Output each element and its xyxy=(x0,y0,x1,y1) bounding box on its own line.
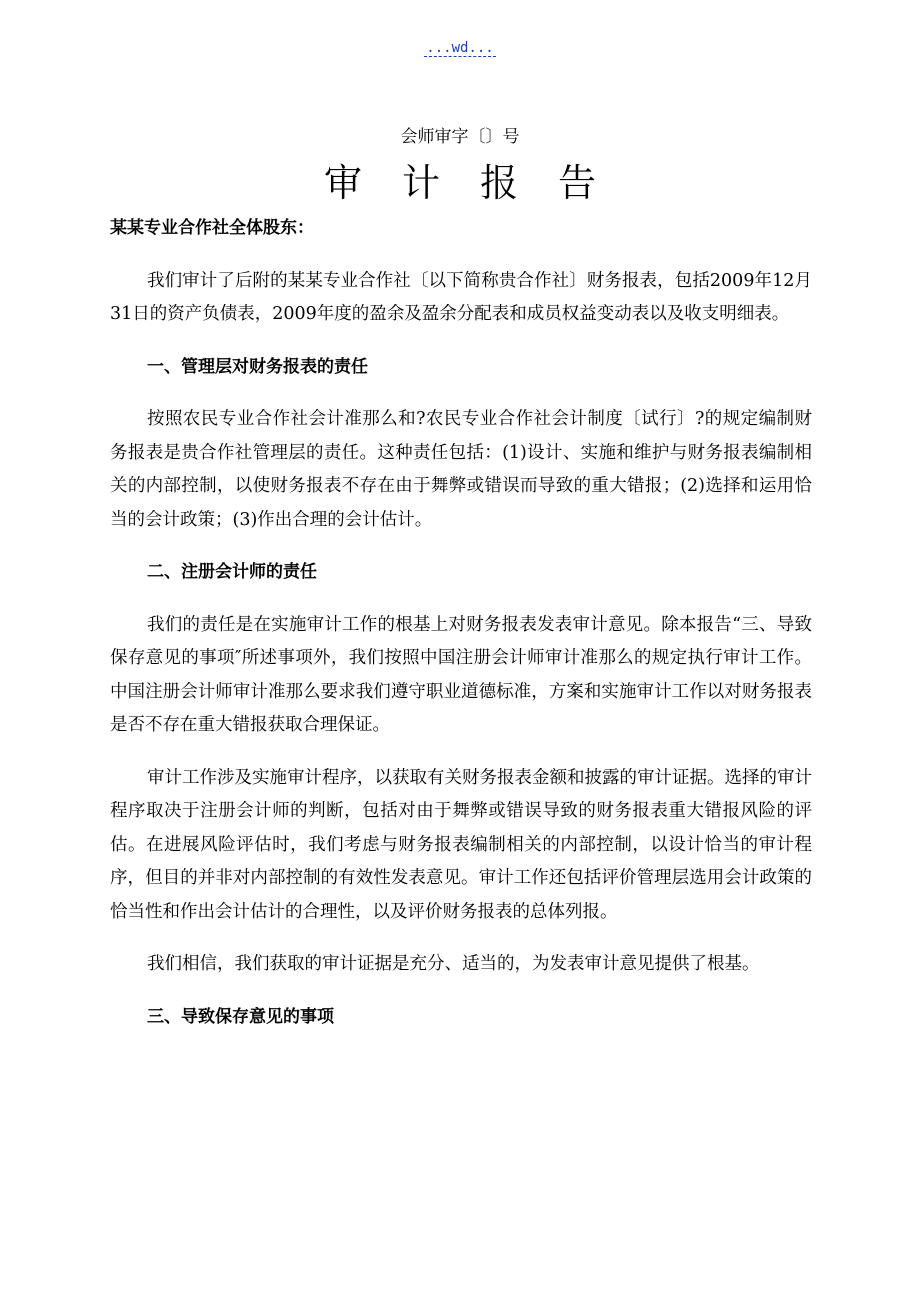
header-watermark xyxy=(0,40,920,56)
section-heading-qualified-opinion: 三、导致保存意见的事项 xyxy=(147,1006,334,1027)
section-heading-auditor: 二、注册会计师的责任 xyxy=(147,562,317,582)
audit-procedures-paragraph: 审计工作涉及实施审计程序，以获取有关财务报表金额和披露的审计证据。选择的审计程序取决于注册会计师的判断，包括对由于舞弊或错误导致的财务报表重大错报风险的评估。在进展风险评估时，我们考虑与财务报表编制相关的内部控制，以设计恰当的审计程序，但目的并非对内部控制的有效性发表意见。审计工作还包括评价管理层选用会计政策的恰当性和作出会计估计的合理性，以及评价财务报表的总体列报。 xyxy=(110,767,812,922)
section-heading-management: 一、管理层对财务报表的责任 xyxy=(147,356,368,377)
addressee: 某某专业合作社全体股东： xyxy=(110,218,314,238)
document-number: 会师审字〔〕号 xyxy=(400,127,520,147)
header-watermark-text: ...wd... xyxy=(426,40,494,56)
report-body xyxy=(110,212,812,1053)
audit-evidence-paragraph: 我们相信，我们获取的审计证据是充分、适当的，为发表审计意见提供了根基。 xyxy=(147,954,760,974)
intro-paragraph: 我们审计了后附的某某专业合作社〔以下简称贵合作社〕财务报表，包括2009年12月31日的资产负债表，2009年度的盈余及盈余分配表和成员权益变动表以及收支明细表。 xyxy=(110,270,812,324)
management-responsibility-paragraph: 按照农民专业合作社会计准那么和?农民专业合作社会计制度〔试行〕?的规定编制财务报表是贵合作社管理层的责任。这种责任包括：(1)设计、实施和维护与财务报表编制相关的内部控制，以使财务报表不存在由于舞弊或错误而导致的重大错报；(2)选择和运用恰当的会计政策；(3)作出合理的会计估计。 xyxy=(110,409,812,530)
auditor-responsibility-paragraph: 我们的责任是在实施审计工作的根基上对财务报表发表审计意见。除本报告“三、导致保存意见的事项″所述事项外，我们按照中国注册会计师审计准那么的规定执行审计工作。中国注册会计师审计准那么要求我们遵守职业道德标准，方案和实施审计工作以对财务报表是否不存在重大错报获取合理保证。 xyxy=(110,614,812,735)
page-title: 审计报告 xyxy=(323,161,636,205)
